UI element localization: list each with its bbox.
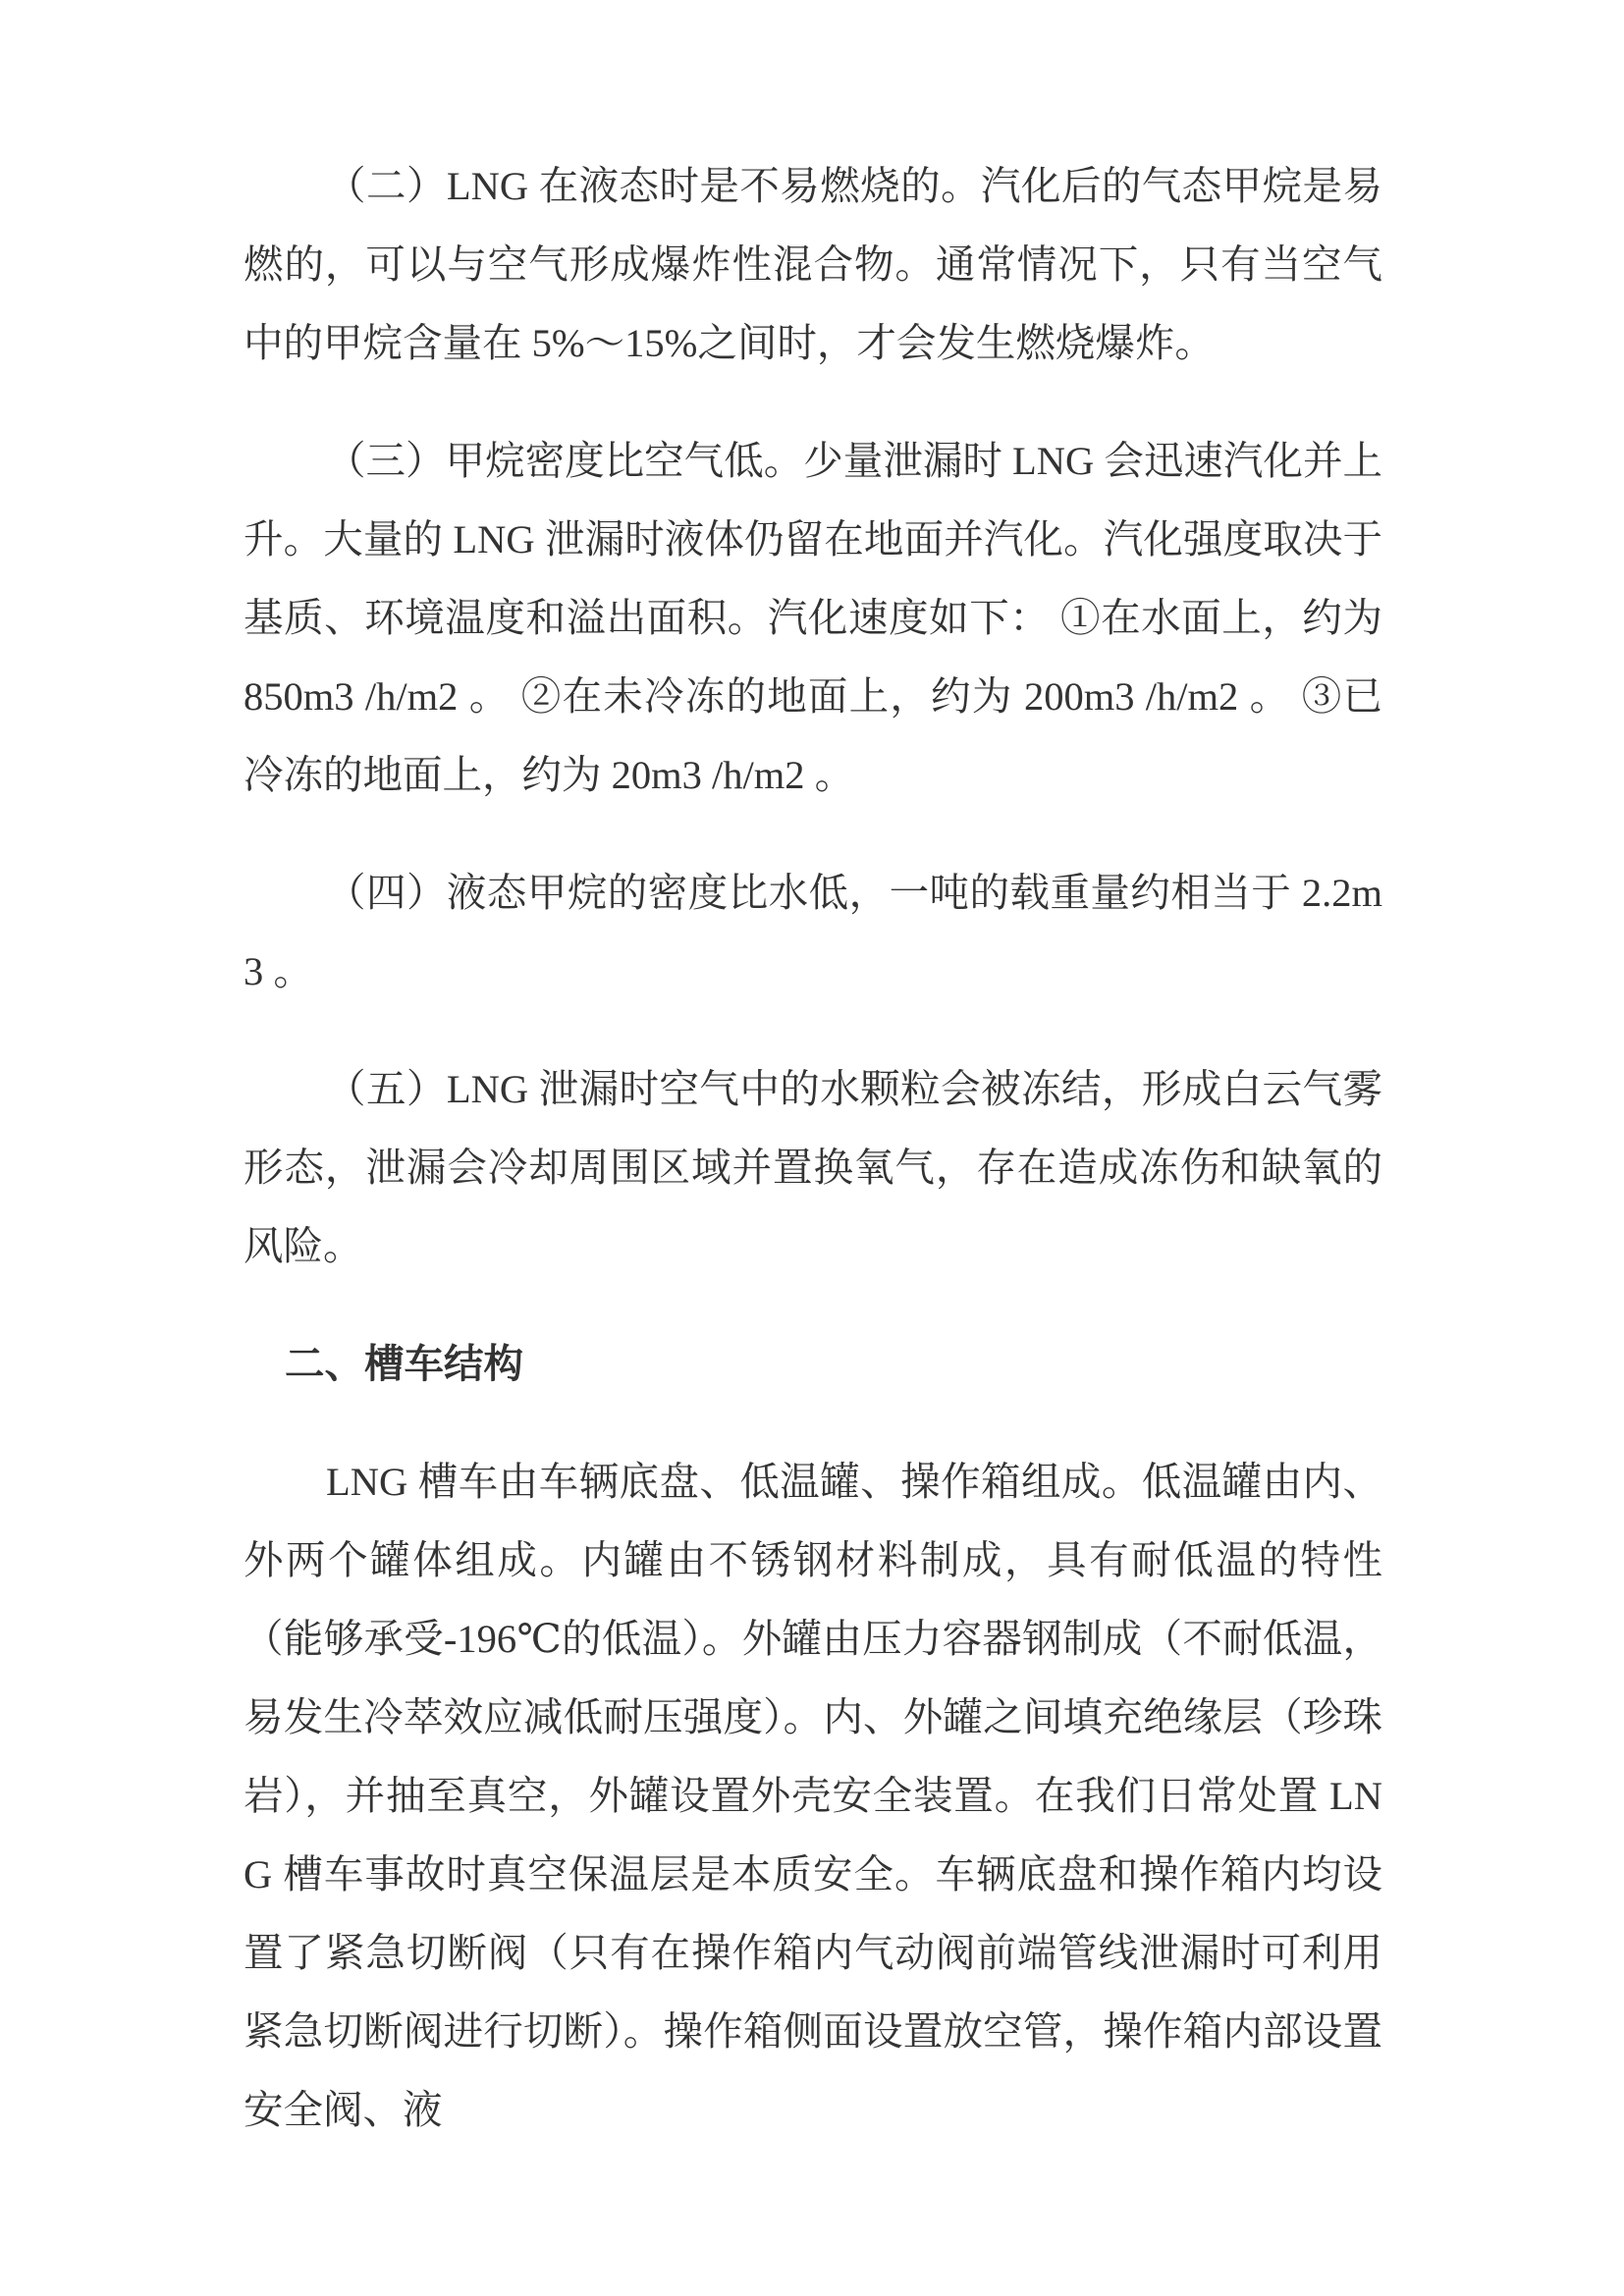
section-heading-tank-truck-structure: 二、槽车结构 bbox=[285, 1342, 523, 1386]
paragraph-section-five: （五）LNG 泄漏时空气中的水颗粒会被冻结，形成白云气雾形态，泄漏会冷却周围区域并置换氧气，存在造成冻伤和缺氧的风险。 bbox=[244, 1067, 1382, 1268]
paragraph-section-four: （四）液态甲烷的密度比水低，一吨的载重量约相当于 2.2m3 。 bbox=[244, 871, 1382, 993]
paragraph-section-two: （二）LNG 在液态时是不易燃烧的。汽化后的气态甲烷是易燃的，可以与空气形成爆炸性混合物。通常情况下，只有当空气中的甲烷含量在 5%～15%之间时，才会发生燃烧爆炸。 bbox=[244, 164, 1382, 365]
document-body bbox=[244, 147, 1382, 2150]
paragraph-tank-truck-structure-body: LNG 槽车由车辆底盘、低温罐、操作箱组成。低温罐由内、外两个罐体组成。内罐由不锈钢材料制成，具有耐低温的特性（能够承受-196℃的低温）。外罐由压力容器钢制成（不耐低温，易发生冷萃效应减低耐压强度）。内、外罐之间填充绝缘层（珍珠岩），并抽至真空，外罐设置外壳安全装置。在我们日常处置 LNG 槽车事故时真空保温层是本质安全。车辆底盘和操作箱内均设置了紧急切断阀（只有在操作箱内气动阀前端管线泄漏时可利用紧急切断阀进行切断）。操作箱侧面设置放空管，操作箱内部设置安全阀、液 bbox=[244, 1460, 1382, 2132]
paragraph-section-three: （三）甲烷密度比空气低。少量泄漏时 LNG 会迅速汽化并上升。大量的 LNG 泄漏时液体仍留在地面并汽化。汽化强度取决于基质、环境温度和溢出面积。汽化速度如下： ①在水面上，约为 850m3 /h/m2 。 ②在未冷冻的地面上，约为 200m3 /h/m2 。 ③已冷冻的地面上，约为 20m3 /h/m2 。 bbox=[244, 439, 1382, 797]
